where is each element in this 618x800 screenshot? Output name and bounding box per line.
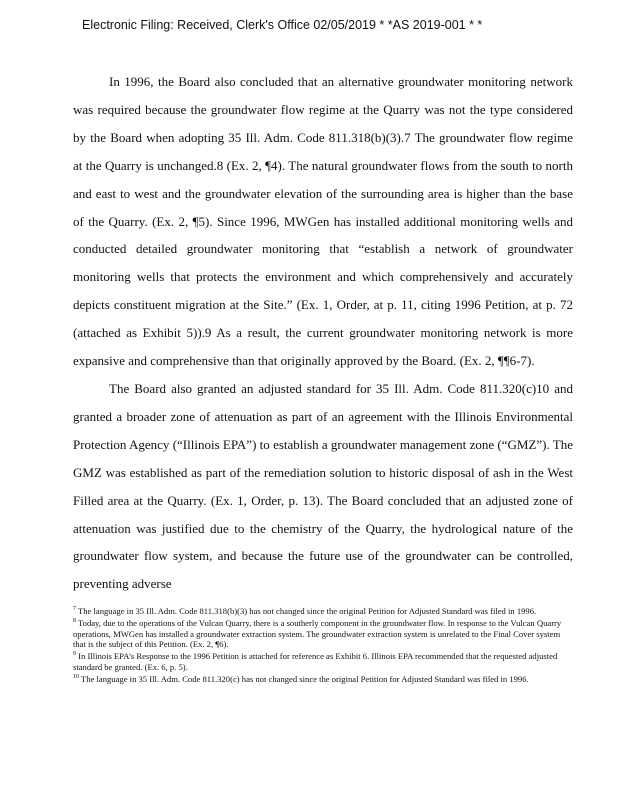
footnote [73,672,568,684]
footnote-text: The language in 35 Ill. Adm. Code 811.318(b)(3) has not changed since the original Petition for Adjusted Standard was filed in 1996. [78,605,537,616]
footnote-number: 10 [73,674,79,681]
footnotes-section [73,604,568,684]
footnote-text: The language in 35 Ill. Adm. Code 811.320(c) has not changed since the original Petition for Adjusted Standard was filed in 1996. [81,673,529,684]
footnote-text: In Illinois EPA’s Response to the 1996 Petition is attached for reference as Exhibit 6. Illinois EPA recommended that the requested adjusted standard be granted. (Ex. 6, p. 5). [73,651,558,672]
footnote-number: 9 [73,651,76,658]
footnote [73,649,568,672]
footnote [73,616,568,649]
footnote [73,604,568,616]
footnote-number: 8 [73,618,76,625]
filing-stamp-header: Electronic Filing: Received, Clerk's Office 02/05/2019 * *AS 2019-001 * * [82,18,483,32]
body-paragraph: In 1996, the Board also concluded that an alternative groundwater monitoring network was required because the groundwater flow regime at the Quarry was not the type considered by the Board when adopting 35 Ill. Adm. Code 811.318(b)(3).7 The groundwater flow regime at the Quarry is unchanged.8 (Ex. 2, ¶4). The natural groundwater flows from the south to north and east to west and the groundwater elevation of the surrounding area is higher than the base of the Quarry. (Ex. 2, ¶5). Since 1996, MWGen has installed additional monitoring wells and conducted detailed groundwater monitoring that “establish a network of groundwater monitoring wells that protects the environment and which comprehensively and accurately depicts constituent migration at the Site.” (Ex. 1, Order, at p. 11, citing 1996 Petition, at p. 72 (attached as Exhibit 5)).9 As a result, the current groundwater monitoring network is more expansive and comprehensive than that originally approved by the Board. (Ex. 2, ¶¶6-7). [73,74,573,369]
document-body [73,68,573,598]
body-paragraph: The Board also granted an adjusted standard for 35 Ill. Adm. Code 811.320(c)10 and granted a broader zone of attenuation as part of an agreement with the Illinois Environmental Protection Agency (“Illinois EPA”) to establish a groundwater management zone (“GMZ”). The GMZ was established as part of the remediation solution to historic disposal of ash in the West Filled area at the Quarry. (Ex. 1, Order, p. 13). The Board concluded that an adjusted zone of attenuation was justified due to the chemistry of the Quarry, the hydrological nature of the groundwater flow system, and because the future use of the groundwater can be controlled, preventing adverse [73,380,573,592]
footnote-number: 7 [73,606,76,612]
footnote-text: Today, due to the operations of the Vulcan Quarry, there is a southerly component in the groundwater flow. In response to the Vulcan Quarry operations, MWGen has installed a groundwater extraction system. The groundwater extraction system is unrelated to the Final Cover system that is the subject of this Petition. (Ex. 2, ¶6). [73,618,562,649]
